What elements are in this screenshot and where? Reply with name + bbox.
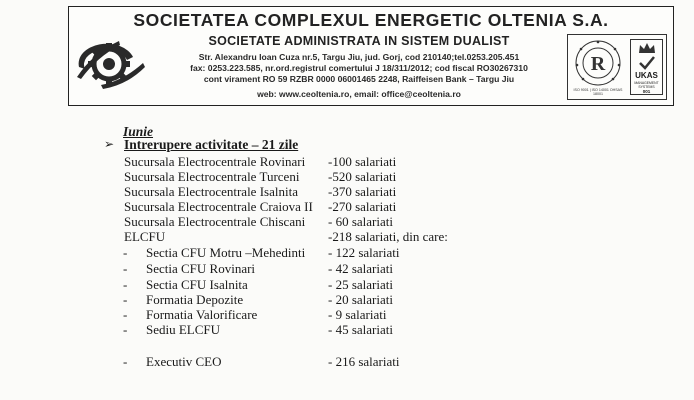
address-line: Str. Alexandru Ioan Cuza nr.5, Targu Jiu, jud. Gorj, cod 210140;tel.0253.205.451 — [198, 52, 520, 62]
list-item-value: -218 salariati, din care: — [328, 229, 448, 244]
svg-text:R: R — [590, 53, 606, 75]
sub-item-value: - 122 salariati — [328, 245, 400, 260]
ukas-name: UKAS — [635, 71, 658, 80]
list-item-value: -270 salariati — [328, 199, 397, 214]
letterhead — [68, 6, 674, 106]
account-line: cont virament RO 59 RZBR 0000 06001465 2248, Raiffeisen Bank – Targu Jiu — [203, 74, 515, 84]
sub-item-label: Sectia CFU Motru –Mehedinti — [146, 245, 306, 260]
ukas-number: 001 — [642, 89, 651, 94]
sub-item-label: Sectia CFU Rovinari — [146, 261, 256, 276]
company-name: SOCIETATEA COMPLEXUL ENERGETIC OLTENIA S.A. — [133, 10, 609, 30]
exec-value: - 216 salariati — [328, 354, 400, 369]
sub-item-value: - 20 salariati — [328, 292, 393, 307]
list-item-label: Sucursala Electrocentrale Turceni — [124, 169, 300, 184]
bullet-arrow-icon: ➢ — [104, 137, 115, 151]
list-dash: - — [123, 322, 128, 337]
web-line: web: www.ceoltenia.ro, email: office@ceoltenia.ro — [257, 89, 461, 99]
sub-item-label: Sediu ELCFU — [146, 322, 221, 337]
list-item-label: Sucursala Electrocentrale Chiscani — [124, 214, 306, 229]
cert-caption: ISO 9001 | ISO 14001 OHSAS 18001 — [573, 88, 623, 96]
ukas-sub: MANAGEMENT SYSTEMS — [634, 81, 659, 89]
list-item-value: -100 salariati — [328, 154, 397, 169]
sub-item-value: - 45 salariati — [328, 322, 393, 337]
list-item-value: -370 salariati — [328, 184, 397, 199]
sub-item-label: Sectia CFU Isalnita — [146, 277, 248, 292]
sub-item-label: Formatia Valorificare — [146, 307, 258, 322]
certification-box — [567, 34, 667, 100]
list-dash: - — [123, 245, 128, 260]
sub-item-value: - 42 salariati — [328, 261, 393, 276]
gear-logo-icon — [73, 33, 151, 91]
list-item-value: - 60 salariati — [328, 214, 393, 229]
ukas-badge — [630, 39, 663, 95]
company-subtitle: SOCIETATE ADMINISTRATA IN SISTEM DUALIST — [208, 34, 510, 48]
list-item-label: ELCFU — [124, 229, 166, 244]
quality-seal-icon — [570, 39, 626, 87]
sub-item-value: - 25 salariati — [328, 277, 393, 292]
list-item-label: Sucursala Electrocentrale Rovinari — [124, 154, 306, 169]
list-item-value: -520 salariati — [328, 169, 397, 184]
exec-label: Executiv CEO — [146, 354, 222, 369]
list-dash: - — [123, 307, 128, 322]
sub-item-label: Formatia Depozite — [146, 292, 244, 307]
list-dash: - — [123, 354, 128, 369]
list-item-label: Sucursala Electrocentrale Isalnita — [124, 184, 298, 199]
list-dash: - — [123, 277, 128, 292]
list-dash: - — [123, 292, 128, 307]
crown-icon — [638, 42, 656, 54]
list-dash: - — [123, 261, 128, 276]
list-item-label: Sucursala Electrocentrale Craiova II — [124, 199, 313, 214]
check-icon — [639, 56, 655, 70]
sub-item-value: - 9 salariati — [328, 307, 387, 322]
section-heading: Intrerupere activitate – 21 zile — [124, 137, 299, 152]
month-title: Iunie — [123, 124, 154, 139]
fax-line: fax: 0253.223.585, nr.ord.registrul comertului J 18/311/2012; cod fiscal RO30267310 — [190, 63, 528, 73]
